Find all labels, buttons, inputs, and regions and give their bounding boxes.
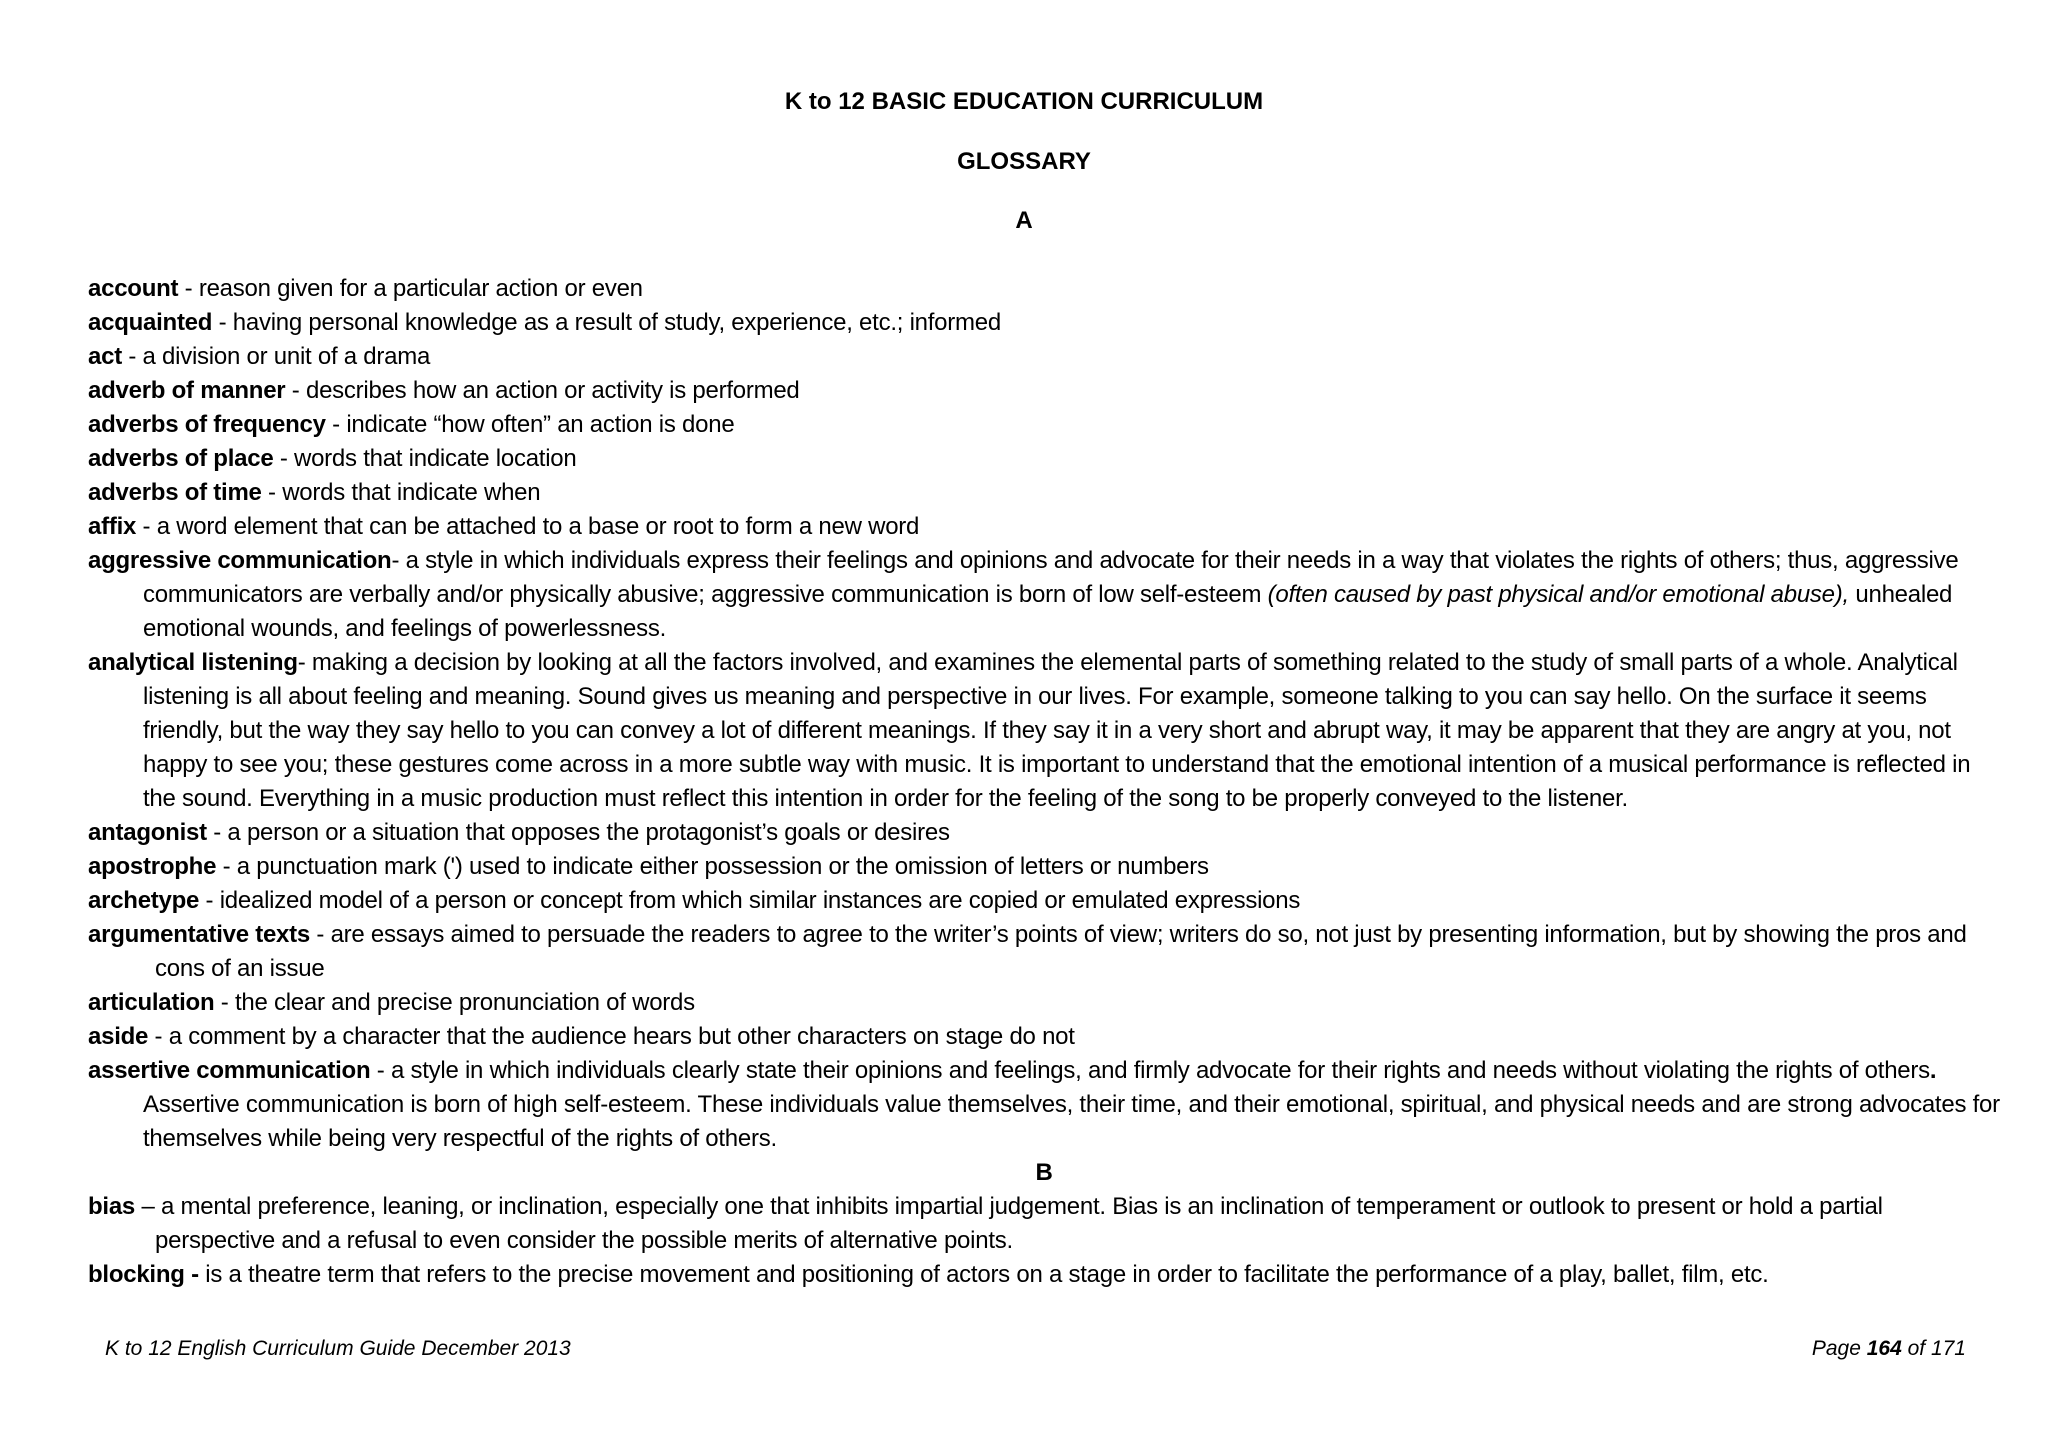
entry-definition: reason given for a particular action or even [198, 275, 643, 302]
entry-term: acquainted [88, 309, 213, 336]
entry-definition: having personal knowledge as a result of study, experience, etc.; informed [232, 309, 1001, 336]
entry-definition: words that indicate location [294, 445, 577, 472]
entry-definition: is a theatre term that refers to the precise movement and positioning of actors on a stage in order to facilitate the performance of a play, ballet, film, etc. [205, 1261, 1769, 1288]
entry-definition: making a decision by looking at all the factors involved, and examines the elemental parts of something related to the study of small parts of a whole. Analytical listening is all about feeling and meaning. Sound gives us meaning and perspective in our lives. For example, someone talking to you can say hello. On the surface it seems friendly, but the way they say hello to you can convey a lot of different meanings. If they say it in a very short and abrupt way, it may be apparent that they are angry at you, not happy to see you; these gestures come across in a more subtle way with music. It is important to understand that the emotional intention of a musical performance is reflected in the sound. Everything in a music production must reflect this intention in order for the feeling of the song to be properly conveyed to the listener. [143, 649, 1971, 812]
glossary-entry-acquainted: acquainted - having personal knowledge as a result of study, experience, etc.; informed [88, 309, 1001, 336]
entry-definition: a style in which individuals express their feelings and opinions and advocate for their needs in a way that violates the rights of others; thus, aggressive communicators are verbally and/or physically abusive; aggressive communication is born of low self-esteem [143, 547, 1959, 608]
entry-term: articulation [88, 989, 215, 1016]
entry-definition: a mental preference, leaning, or inclination, especially one that inhibits impartial judgement. Bias is an inclination of temperament or outlook to present or hold a partial perspective and a refusal to even consider the possible merits of alternative points. [155, 1193, 1883, 1254]
entry-term: analytical listening [88, 649, 298, 676]
entry-definition-end: unhealed emotional wounds, and feelings of powerlessness. [143, 581, 1953, 642]
glossary-entry-act: act - a division or unit of a drama [88, 343, 431, 370]
entry-definition: words that indicate when [282, 479, 541, 506]
glossary-entry-aside: aside - a comment by a character that the audience hears but other characters on stage do not [88, 1023, 1075, 1050]
entry-definition: a division or unit of a drama [142, 343, 431, 370]
glossary-entry-adverbs-of-frequency: adverbs of frequency - indicate “how often” an action is done [88, 411, 735, 438]
entry-definition-end: Assertive communication is born of high self-esteem. These individuals value themselves, their time, and their emotional, spiritual, and physical needs and are strong advocates for themselves while being very respectful of the rights of others. [143, 1091, 2000, 1152]
glossary-list [88, 272, 2000, 1292]
glossary-entry-archetype: archetype - idealized model of a person or concept from which similar instances are copied or emulated expressions [88, 887, 1301, 914]
entry-term: antagonist [88, 819, 207, 846]
entry-term: act [88, 343, 122, 370]
glossary-entry-argumentative-texts: argumentative texts - are essays aimed to persuade the readers to agree to the writer’s points of view; writers do so, not just by presenting information, but by showing the pros and cons of an issue [88, 921, 1967, 982]
glossary-entry-analytical-listening: analytical listening- making a decision by looking at all the factors involved, and examines the elemental parts of something related to the study of small parts of a whole. Analytical listening is all about feeling and meaning. Sound gives us meaning and perspective in our lives. For example, someone talking to you can say hello. On the surface it seems friendly, but the way they say hello to you can convey a lot of different meanings. If they say it in a very short and abrupt way, it may be apparent that they are angry at you, not happy to see you; these gestures come across in a more subtle way with music. It is important to understand that the emotional intention of a musical performance is reflected in the sound. Everything in a music production must reflect this intention in order for the feeling of the song to be properly conveyed to the listener. [88, 649, 1971, 812]
page-number: Page 164 of 171 [1811, 1337, 1966, 1360]
glossary-entry-antagonist: antagonist - a person or a situation that opposes the protagonist’s goals or desires [88, 819, 950, 846]
glossary-entry-articulation: articulation - the clear and precise pronunciation of words [88, 989, 695, 1016]
entry-term: bias [88, 1193, 136, 1220]
entry-definition: a comment by a character that the audience hears but other characters on stage do not [168, 1023, 1075, 1050]
current-page-number: 164 [1866, 1337, 1902, 1360]
entry-definition: idealized model of a person or concept from which similar instances are copied or emulated expressions [219, 887, 1301, 914]
entry-term: affix [88, 513, 137, 540]
entry-term: argumentative texts [88, 921, 310, 948]
entry-term: adverb of manner [88, 377, 286, 404]
glossary-entry-adverb-of-manner: adverb of manner - describes how an action or activity is performed [88, 377, 800, 404]
entry-definition: are essays aimed to persuade the readers to agree to the writer’s points of view; writers do so, not just by presenting information, but by showing the pros and cons of an issue [155, 921, 1967, 982]
glossary-entry-blocking [88, 1258, 2000, 1292]
entry-definition: a word element that can be attached to a base or root to form a new word [156, 513, 920, 540]
entry-definition: the clear and precise pronunciation of words [234, 989, 695, 1016]
entry-term: apostrophe [88, 853, 217, 880]
glossary-entry-bias: bias – a mental preference, leaning, or inclination, especially one that inhibits impartial judgement. Bias is an inclination of temperament or outlook to present or hold a partial perspective and a refusal to even consider the possible merits of alternative points. [88, 1193, 1883, 1254]
entry-definition: describes how an action or activity is performed [305, 377, 800, 404]
glossary-entry-apostrophe: apostrophe - a punctuation mark (') used to indicate either possession or the omission of letters or numbers [88, 853, 1209, 880]
glossary-entry-assertive-communication: assertive communication - a style in which individuals clearly state their opinions and feelings, and firmly advocate for their rights and needs without violating the rights of others. Assertive communication is born of high self-esteem. These individuals value themselves, their time, and their emotional, spiritual, and physical needs and are strong advocates for themselves while being very respectful of the rights of others. [88, 1057, 2000, 1152]
entry-definition: a punctuation mark (') used to indicate either possession or the omission of letters or numbers [236, 853, 1209, 880]
entry-term: blocking - [88, 1261, 199, 1288]
section-title: GLOSSARY [957, 148, 1091, 175]
footer-doc-title: K to 12 English Curriculum Guide December 2013 [105, 1337, 571, 1360]
entry-term: account [88, 275, 179, 302]
entry-term: adverbs of frequency [88, 411, 326, 438]
glossary-entry-aggressive-communication: aggressive communication- a style in which individuals express their feelings and opinions and advocate for their needs in a way that violates the rights of others; thus, aggressive communicators are verbally and/or physically abusive; aggressive communication is born of low self-esteem (often caused by past physical and/or emotional abuse), unhealed emotional wounds, and feelings of powerlessness. [88, 547, 1959, 642]
entry-term: archetype [88, 887, 200, 914]
glossary-entry-account: account - reason given for a particular action or even [88, 275, 643, 302]
entry-term: adverbs of time [88, 479, 262, 506]
glossary-entry-affix: affix - a word element that can be attached to a base or root to form a new word [88, 513, 920, 540]
entry-definition: a style in which individuals clearly state their opinions and feelings, and firmly advocate for their rights and needs without violating the rights of others [390, 1057, 1930, 1084]
letter-heading-b: B [1035, 1159, 1053, 1186]
entry-definition: a person or a situation that opposes the protagonist’s goals or desires [227, 819, 950, 846]
letter-heading-a: A [1015, 207, 1033, 234]
page-title: K to 12 BASIC EDUCATION CURRICULUM [784, 88, 1264, 115]
entry-term: aside [88, 1023, 149, 1050]
entry-term: aggressive communication [88, 547, 392, 574]
entry-note: (often caused by past physical and/or emotional abuse), [1267, 581, 1849, 608]
glossary-entry-adverbs-of-time: adverbs of time - words that indicate when [88, 479, 541, 506]
entry-definition: indicate “how often” an action is done [346, 411, 735, 438]
entry-term: assertive communication [88, 1057, 371, 1084]
glossary-entry-adverbs-of-place: adverbs of place - words that indicate location [88, 445, 577, 472]
entry-term: adverbs of place [88, 445, 274, 472]
